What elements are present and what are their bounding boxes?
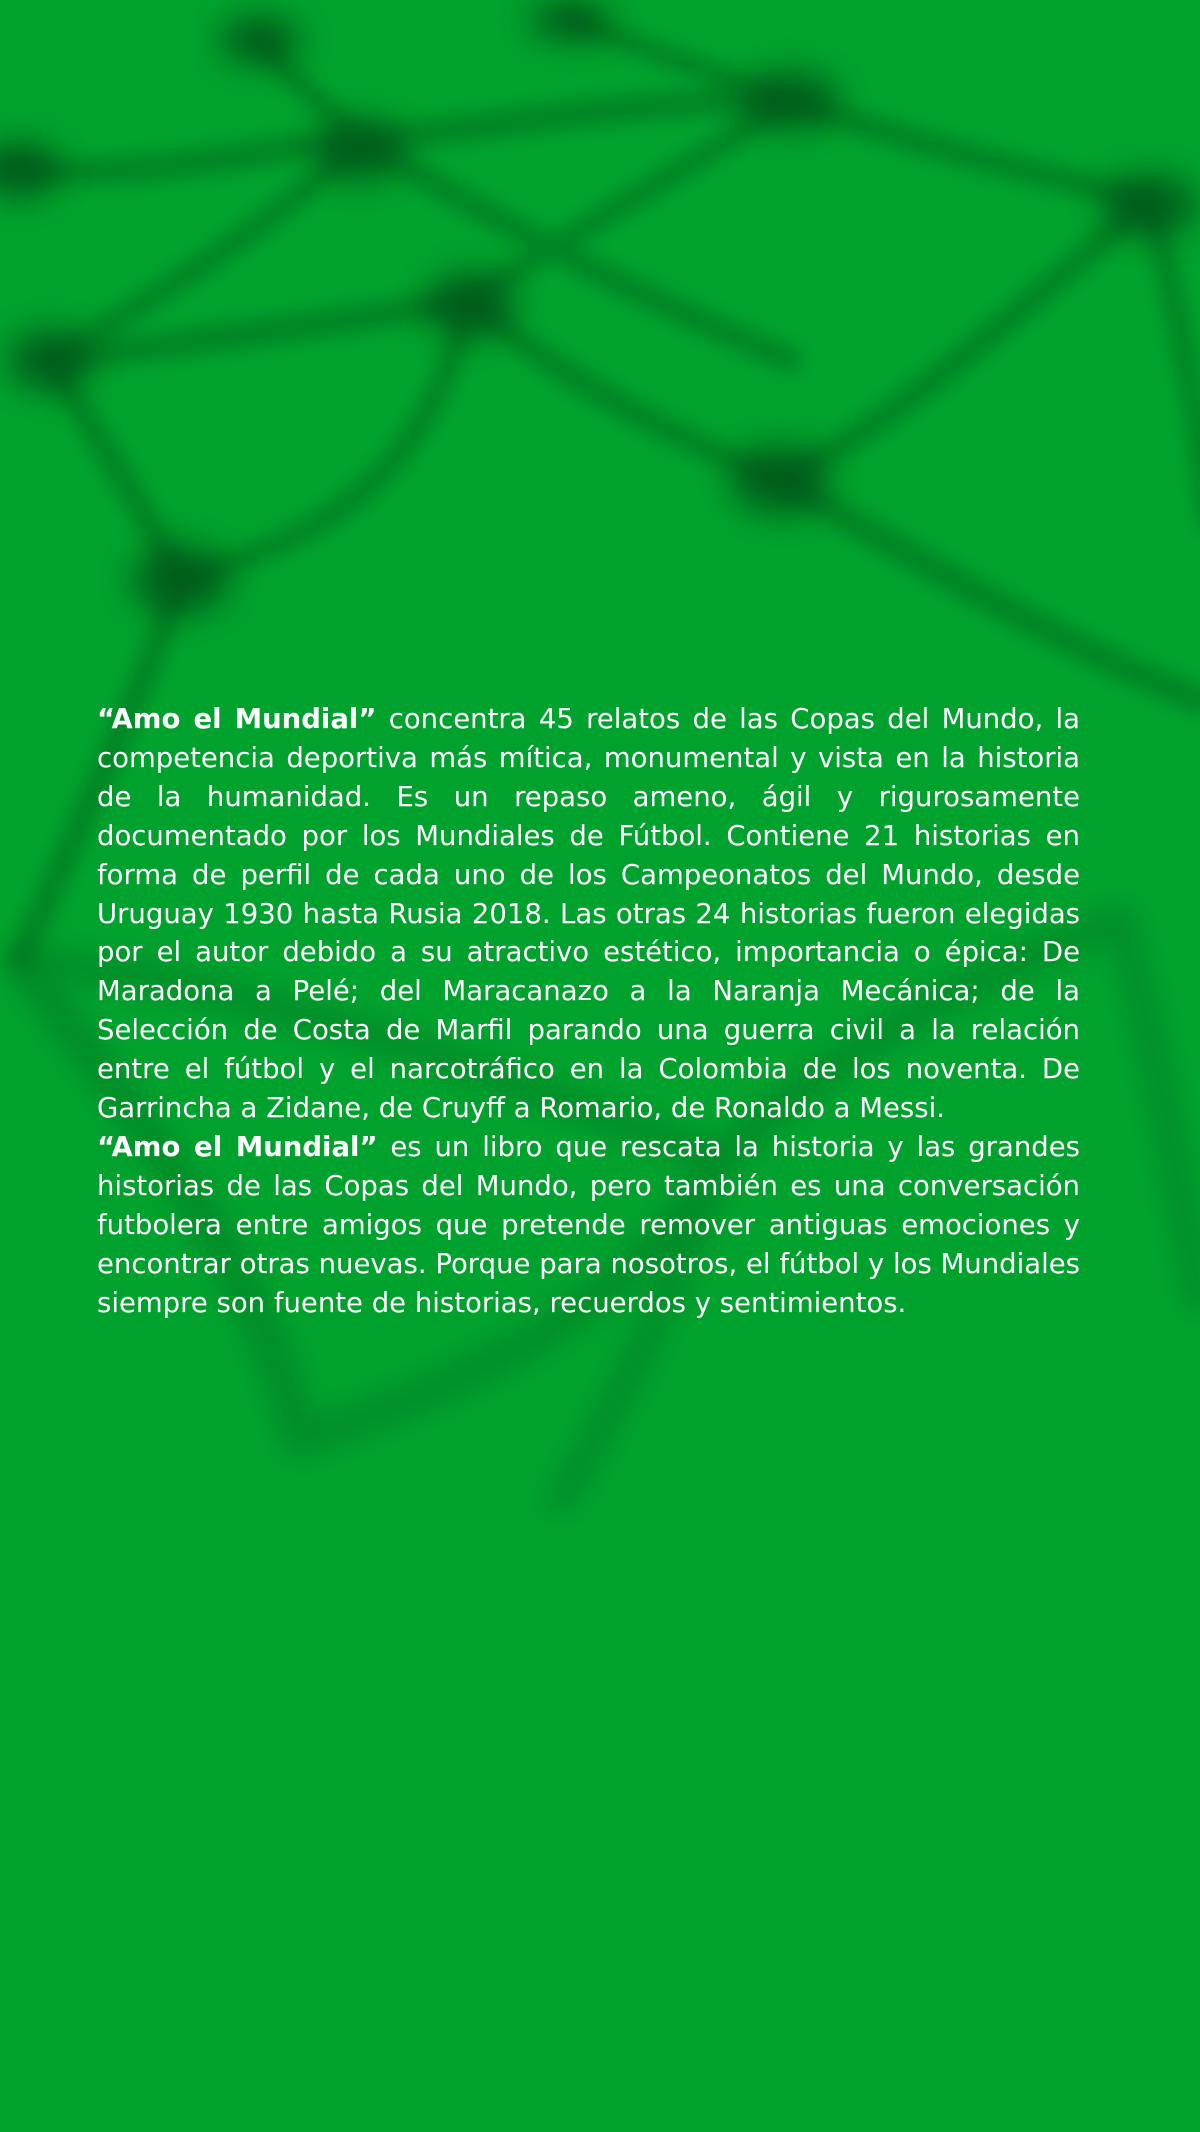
- description-text: es un libro que rescata la historia y las grandes historias de las Copas del Mundo, pero también es una conversación futbolera entre amigos que pretende remover antiguas emociones y encontrar otras nuevas. Porque para nosotros, el fútbol y los Mundiales siempre son fuente de historias, recuerdos y sentimientos.: [97, 1130, 1080, 1319]
- description-text: concentra 45 relatos de las Copas del Mundo, la competencia deportiva más mítica, monumental y vista en la historia de la humanidad. Es un repaso ameno, ágil y rigurosamente documentado por los Mundiales de Fútbol. Contiene 21 historias en forma de perfil de cada uno de los Campeonatos del Mundo, desde Uruguay 1930 hasta Rusia 2018. Las otras 24 historias fueron elegidas por el autor debido a su atractivo estético, importancia o épica: De Maradona a Pelé; del Maracanazo a la Naranja Mecánica; de la Selección de Costa de Marfil parando una guerra civil a la relación entre el fútbol y el narcotráfico en la Colombia de los noventa. De Garrincha a Zidane, de Cruyff a Romario, de Ronaldo a Messi.: [97, 703, 1081, 1125]
- description-paragraph-1: [97, 700, 1080, 1128]
- book-title: “Amo el Mundial”: [97, 1130, 378, 1163]
- book-title: “Amo el Mundial”: [97, 703, 377, 735]
- description-paragraph-2: [97, 1128, 1080, 1323]
- book-description: [97, 700, 1080, 1323]
